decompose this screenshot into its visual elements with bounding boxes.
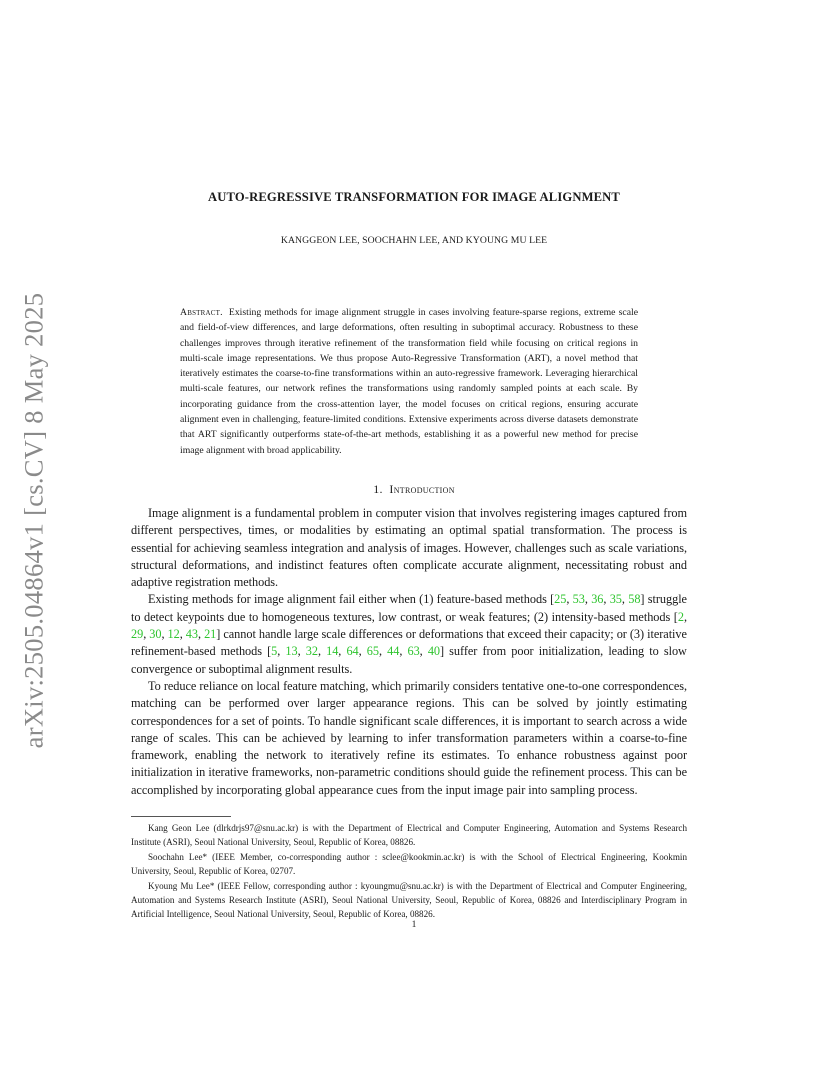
paragraph-3: To reduce reliance on local feature matching, which primarily considers tentative one-to-one correspondences, matching can be performed over larger appearance regions. This can be solved by jointly estimating correspondences for a set of points. To handle significant scale differences, it is important to search across a wide range of scales. This can be achieved by learning to infer transformation parameters within a coarse-to-fine framework, enabling the network to iteratively refine its estimates. To enhance robustness against poor initialization in iterative frameworks, non-parametric conditions should guide the refinement process. This can be accomplished by incorporating global appearance cues from the input image pair into sampling process. — [131, 678, 687, 797]
citation-link[interactable]: 36 — [591, 592, 604, 607]
footnote-rule — [131, 816, 231, 817]
citation-group-feature-based: 25, 53, 36, 35, 58 — [554, 592, 641, 607]
citation-link[interactable]: 65 — [366, 644, 379, 659]
footnote-author-1: Kang Geon Lee (dlrkdrjs97@snu.ac.kr) is with the Department of Electrical and Computer Engineering, Automation and Systems Research Institute (ASRI), Seoul National University, Seoul, Republic of Korea, 08826. — [131, 823, 687, 847]
citation-group-intensity-based: 2, 29, 30, 12, 43, 21 — [131, 609, 687, 642]
citation-link[interactable]: 12 — [167, 627, 180, 642]
citation-link[interactable]: 53 — [572, 592, 585, 607]
citation-link[interactable]: 13 — [285, 644, 298, 659]
paper-title: AUTO-REGRESSIVE TRANSFORMATION FOR IMAGE ALIGNMENT — [208, 190, 620, 204]
abstract-label: Abstract. — [180, 307, 223, 318]
section-number: 1. — [373, 482, 383, 496]
paragraph-2-part-b: ] struggle to detect keypoints due to homogeneous textures, low contrast, or weak features; (2) intensity-based methods [ — [131, 592, 687, 624]
citation-group-refinement-based: 5, 13, 32, 14, 64, 65, 44, 63, 40 — [271, 644, 441, 659]
paragraph-2 — [131, 591, 687, 677]
footnote-author-3: Kyoung Mu Lee* (IEEE Fellow, corresponding author : kyoungmu@snu.ac.kr) is with the Department of Electrical and Computer Engineering, Automation and Systems Research Institute (ASRI), Seoul National University, Seoul, Republic of Korea, 08826 and Interdisciplinary Program in Artificial Intelligence, Seoul National University, Seoul, Republic of Korea, 08826. — [131, 881, 687, 919]
arxiv-identifier-stamp — [12, 270, 56, 770]
section-title: Introduction — [389, 482, 455, 496]
footnote-author-2: Soochahn Lee* (IEEE Member, co-corresponding author : sclee@kookmin.ac.kr) is with the School of Electrical Engineering, Kookmin University, Seoul, Republic of Korea, 02707. — [131, 852, 687, 876]
citation-link[interactable]: 35 — [609, 592, 622, 607]
citation-link[interactable]: 43 — [185, 627, 198, 642]
paragraph-2-part-a: Existing methods for image alignment fail either when (1) feature-based methods [ — [148, 592, 555, 607]
citation-link[interactable]: 25 — [554, 592, 567, 607]
citation-link[interactable]: 29 — [131, 627, 144, 642]
author-list: KANGGEON LEE, SOOCHAHN LEE, AND KYOUNG MU LEE — [280, 235, 548, 246]
section-heading-introduction — [0, 482, 828, 497]
footnotes — [131, 822, 687, 923]
abstract — [180, 305, 638, 458]
introduction-body — [131, 505, 687, 799]
paragraph-1: Image alignment is a fundamental problem in computer vision that involves registering images captured from different perspectives, times, or modalities by estimating an optimal spatial transformation. The process is essential for achieving seamless integration and analysis of images. However, challenges such as scale variations, structural deformations, and indistinct features often complicate accurate alignment, necessitating robust and adaptive registration methods. — [131, 506, 687, 590]
citation-link[interactable]: 21 — [204, 627, 217, 642]
citation-link[interactable]: 32 — [305, 644, 318, 659]
citation-link[interactable]: 64 — [346, 644, 359, 659]
abstract-text: Existing methods for image alignment struggle in cases involving feature-sparse regions, extreme scale and field-of-view differences, and large deformations, often resulting in suboptimal accuracy. Robustness to these challenges improves through iterative refinement of the transformation field while focusing on critical regions in multi-scale image representations. We thus propose Auto-Regressive Transformation (ART), a novel method that iteratively estimates the coarse-to-fine transformations within an auto-regressive framework. Leveraging hierarchical multi-scale features, our network refines the transformations using randomly sampled points at each scale. By incorporating guidance from the cross-attention layer, the model focuses on critical regions, ensuring accurate alignment even in challenging, feature-limited conditions. Extensive experiments across diverse datasets demonstrate that ART significantly outperforms state-of-the-art methods, establishing it as a powerful new method for precise image alignment with broad applicability. — [180, 307, 639, 456]
citation-link[interactable]: 14 — [326, 644, 339, 659]
paragraph-2-part-d: ] suffer from poor initialization, leading to slow convergence or suboptimal alignment results. — [131, 644, 687, 676]
citation-link[interactable]: 63 — [407, 644, 420, 659]
citation-link[interactable]: 40 — [427, 644, 441, 659]
arxiv-stamp-text: arXiv:2505.04864v1 [cs.CV] 8 May 2025 — [18, 292, 49, 748]
citation-link[interactable]: 2 — [677, 609, 684, 624]
citation-link[interactable]: 30 — [149, 627, 162, 642]
citation-link[interactable]: 5 — [271, 644, 278, 659]
paragraph-2-part-c: ] cannot handle large scale differences or deformations that exceed their capacity; or (3) iterative refinement-based methods [ — [131, 627, 687, 659]
citation-link[interactable]: 58 — [628, 592, 641, 607]
page-number: 1 — [411, 920, 417, 930]
citation-link[interactable]: 44 — [387, 644, 400, 659]
